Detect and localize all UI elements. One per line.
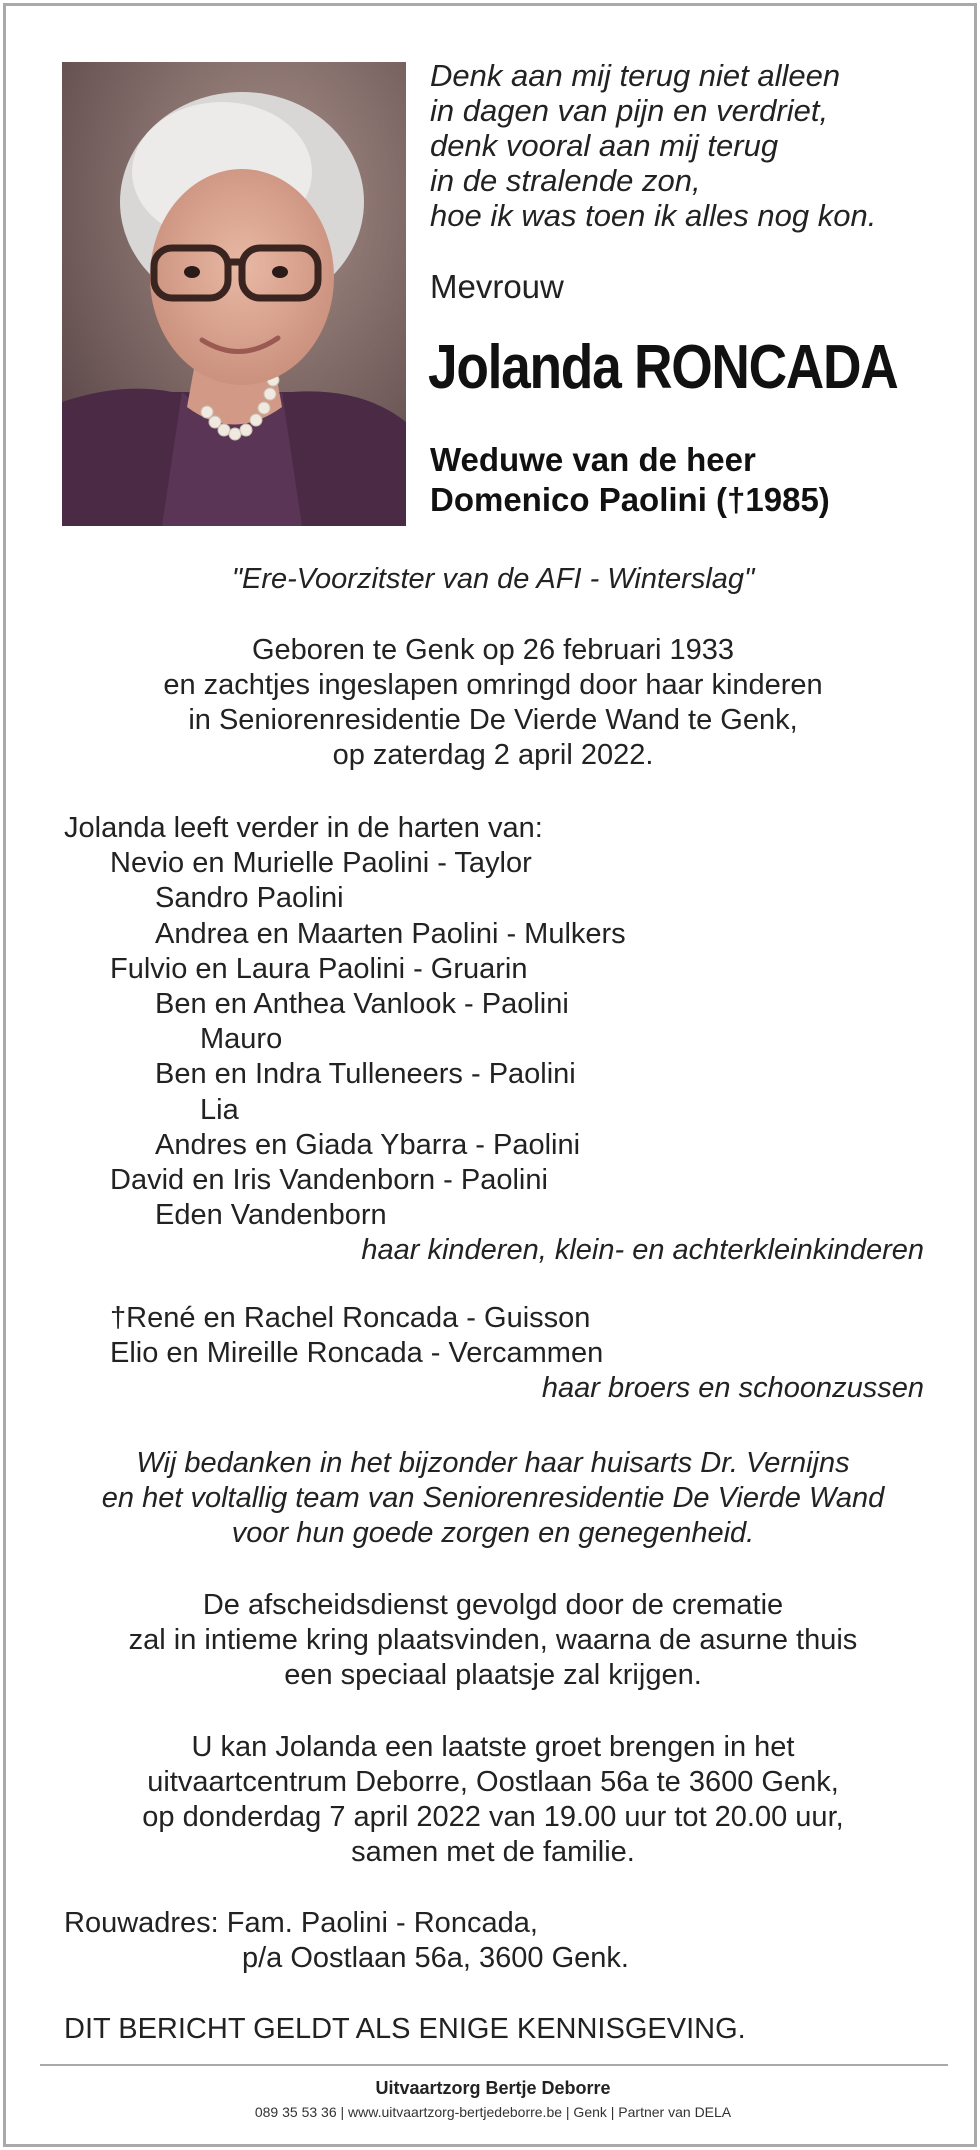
honorary-text: "Ere-Voorzitster van de AFI - Winterslag" — [231, 563, 755, 595]
poem-line: hoe ik was toen ik alles nog kon. — [430, 198, 877, 233]
family-intro: Jolanda leeft verder in de harten van: — [64, 812, 543, 844]
poem — [430, 58, 950, 233]
widow-line: Domenico Paolini (†1985) — [430, 481, 830, 518]
salutation: Mevrouw — [430, 268, 564, 305]
sibling: Elio en Mireille Roncada - Vercammen — [110, 1337, 604, 1370]
deceased-name: Jolanda RONCADA — [428, 333, 898, 402]
notice-statement: DIT BERICHT GELDT ALS ENIGE KENNISGEVING. — [64, 2013, 746, 2045]
family-member: Nevio en Murielle Paolini - Taylor — [110, 847, 532, 880]
service-line: een speciaal plaatsje zal krijgen. — [284, 1659, 702, 1691]
family-member: Sandro Paolini — [155, 882, 344, 915]
footer-divider — [40, 2064, 948, 2066]
birth-line: op zaterdag 2 april 2022. — [332, 739, 654, 771]
service-line: zal in intieme kring plaatsvinden, waarna de asurne thuis — [128, 1624, 858, 1656]
family-member: Eden Vandenborn — [155, 1199, 387, 1232]
family-member: Ben en Indra Tulleneers - Paolini — [155, 1058, 576, 1091]
service-line: De afscheidsdienst gevolgd door de crematie — [202, 1589, 784, 1621]
family-member: Andres en Giada Ybarra - Paolini — [155, 1128, 581, 1161]
obituary-card — [3, 3, 977, 2147]
family-member: Ben en Anthea Vanlook - Paolini — [155, 987, 569, 1020]
mourning-address — [64, 1906, 629, 1976]
birth-line: in Seniorenresidentie De Vierde Wand te Genk, — [188, 704, 798, 736]
poem-line: in dagen van pijn en verdriet, — [430, 93, 829, 128]
thanks-line: voor hun goede zorgen en genegenheid. — [231, 1517, 755, 1549]
thanks-line: Wij bedanken in het bijzonder haar huisarts Dr. Vernijns — [136, 1447, 850, 1479]
funeral-home-details: 089 35 53 36 | www.uitvaartzorg-bertjedeborre.be | Genk | Partner van DELA — [254, 2104, 732, 2120]
birth-line: en zachtjes ingeslapen omringd door haar kinderen — [163, 669, 823, 701]
address-line: Rouwadres: Fam. Paolini - Roncada, — [64, 1907, 538, 1939]
siblings-caption: haar broers en schoonzussen — [541, 1372, 924, 1405]
honorary-title — [46, 562, 940, 597]
funeral-home-name: Uitvaartzorg Bertje Deborre — [375, 2078, 611, 2098]
birth-line: Geboren te Genk op 26 februari 1933 — [251, 634, 735, 666]
widow-of — [430, 440, 830, 520]
service-info — [46, 1588, 940, 1693]
siblings-list — [64, 1301, 924, 1407]
portrait-photo — [62, 62, 406, 526]
family-list — [64, 811, 924, 1268]
family-member: David en Iris Vandenborn - Paolini — [110, 1163, 548, 1196]
birth-death-info — [46, 633, 940, 773]
family-member: Fulvio en Laura Paolini - Gruarin — [110, 952, 528, 985]
family-member: Lia — [200, 1093, 239, 1126]
family-member: Andrea en Maarten Paolini - Mulkers — [155, 917, 626, 950]
poem-line: denk vooral aan mij terug — [430, 128, 779, 163]
poem-line: in de stralende zon, — [430, 163, 701, 198]
visit-line: U kan Jolanda een laatste groet brengen in het — [191, 1731, 795, 1763]
visit-line: op donderdag 7 april 2022 van 19.00 uur tot 20.00 uur, — [142, 1801, 844, 1833]
thanks-message — [46, 1446, 940, 1551]
family-member: Mauro — [200, 1023, 283, 1056]
visit-line: uitvaartcentrum Deborre, Oostlaan 56a te 3600 Genk, — [147, 1766, 839, 1798]
poem-line: Denk aan mij terug niet alleen — [430, 58, 841, 93]
portrait-image — [62, 62, 406, 526]
visit-line: samen met de familie. — [351, 1836, 635, 1868]
thanks-line: en het voltallig team van Seniorenresidentie De Vierde Wand — [101, 1482, 885, 1514]
address-line: p/a Oostlaan 56a, 3600 Genk. — [242, 1942, 629, 1974]
widow-line: Weduwe van de heer — [430, 441, 756, 478]
family-caption: haar kinderen, klein- en achterkleinkinderen — [361, 1234, 924, 1267]
sibling: †René en Rachel Roncada - Guisson — [110, 1302, 591, 1334]
visit-info — [46, 1730, 940, 1870]
